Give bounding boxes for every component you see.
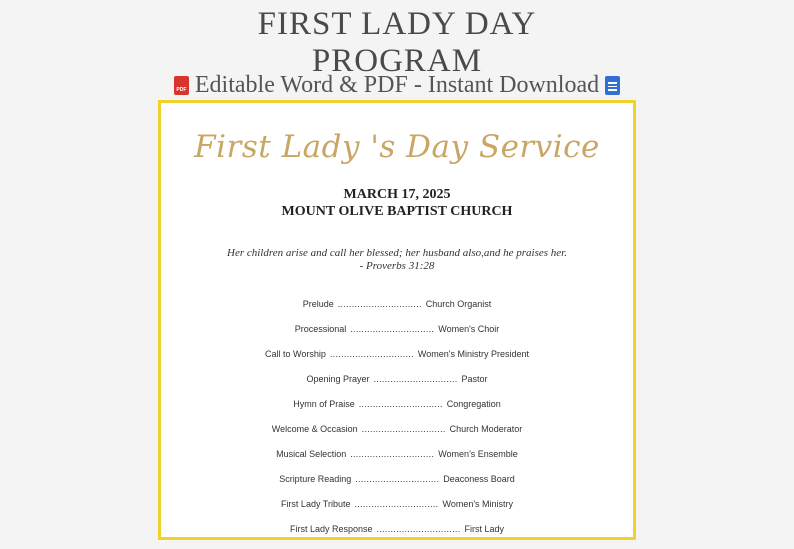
leader-dots: .............................. <box>329 349 414 359</box>
verse-text: Her children arise and call her blessed; her husband also,and he praises her. <box>227 247 567 259</box>
program-row <box>161 499 633 524</box>
program-item: Prelude <box>302 299 334 309</box>
church-name: MOUNT OLIVE BAPTIST CHURCH <box>281 204 513 219</box>
program-row <box>161 524 633 549</box>
google-docs-icon <box>605 76 620 95</box>
script-title: First Lady 's Day Service <box>194 129 600 165</box>
program-item: Hymn of Praise <box>293 399 355 409</box>
banner-title-line2: PROGRAM <box>311 43 483 79</box>
program-row <box>161 349 633 374</box>
program-person: Church Moderator <box>449 424 523 434</box>
program-person: Church Organist <box>425 299 492 309</box>
pdf-icon <box>174 76 189 95</box>
program-person: First Lady <box>464 524 505 534</box>
pdf-icon-label: PDF <box>176 87 187 93</box>
program-person: Women's Ministry <box>442 499 514 509</box>
program-item: Processional <box>294 324 347 334</box>
program-row <box>161 449 633 474</box>
leader-dots: .............................. <box>361 424 446 434</box>
leader-dots: .............................. <box>350 324 435 334</box>
program-person: Pastor <box>461 374 488 384</box>
program-item: Welcome & Occasion <box>271 424 358 434</box>
program-item: Opening Prayer <box>306 374 370 384</box>
leader-dots: .............................. <box>358 399 443 409</box>
banner-subtitle: Editable Word & PDF - Instant Download <box>194 72 600 98</box>
leader-dots: .............................. <box>373 374 458 384</box>
program-person: Women's Choir <box>438 324 500 334</box>
program-person: Deaconess Board <box>443 474 515 484</box>
leader-dots: .............................. <box>337 299 422 309</box>
verse-reference: - Proverbs 31:28 <box>359 260 435 272</box>
program-row <box>161 299 633 324</box>
program-row <box>161 474 633 499</box>
event-date: MARCH 17, 2025 <box>343 187 451 202</box>
program-document <box>158 100 636 540</box>
program-person: Women's Ministry President <box>417 349 529 359</box>
banner-title-line1: FIRST LADY DAY <box>257 6 537 42</box>
leader-dots: .............................. <box>350 449 435 459</box>
program-row <box>161 424 633 449</box>
program-row <box>161 374 633 399</box>
program-list <box>161 299 633 549</box>
program-item: First Lady Tribute <box>280 499 351 509</box>
program-row <box>161 399 633 424</box>
program-item: Scripture Reading <box>279 474 352 484</box>
leader-dots: .............................. <box>355 474 440 484</box>
program-person: Women's Ensemble <box>438 449 518 459</box>
scripture-verse <box>161 247 633 273</box>
banner-subtitle-row <box>0 72 794 99</box>
program-person: Congregation <box>446 399 501 409</box>
program-item: Musical Selection <box>276 449 347 459</box>
program-item: First Lady Response <box>289 524 373 534</box>
leader-dots: .............................. <box>376 524 461 534</box>
program-item: Call to Worship <box>265 349 326 359</box>
program-row <box>161 324 633 349</box>
leader-dots: .............................. <box>354 499 439 509</box>
